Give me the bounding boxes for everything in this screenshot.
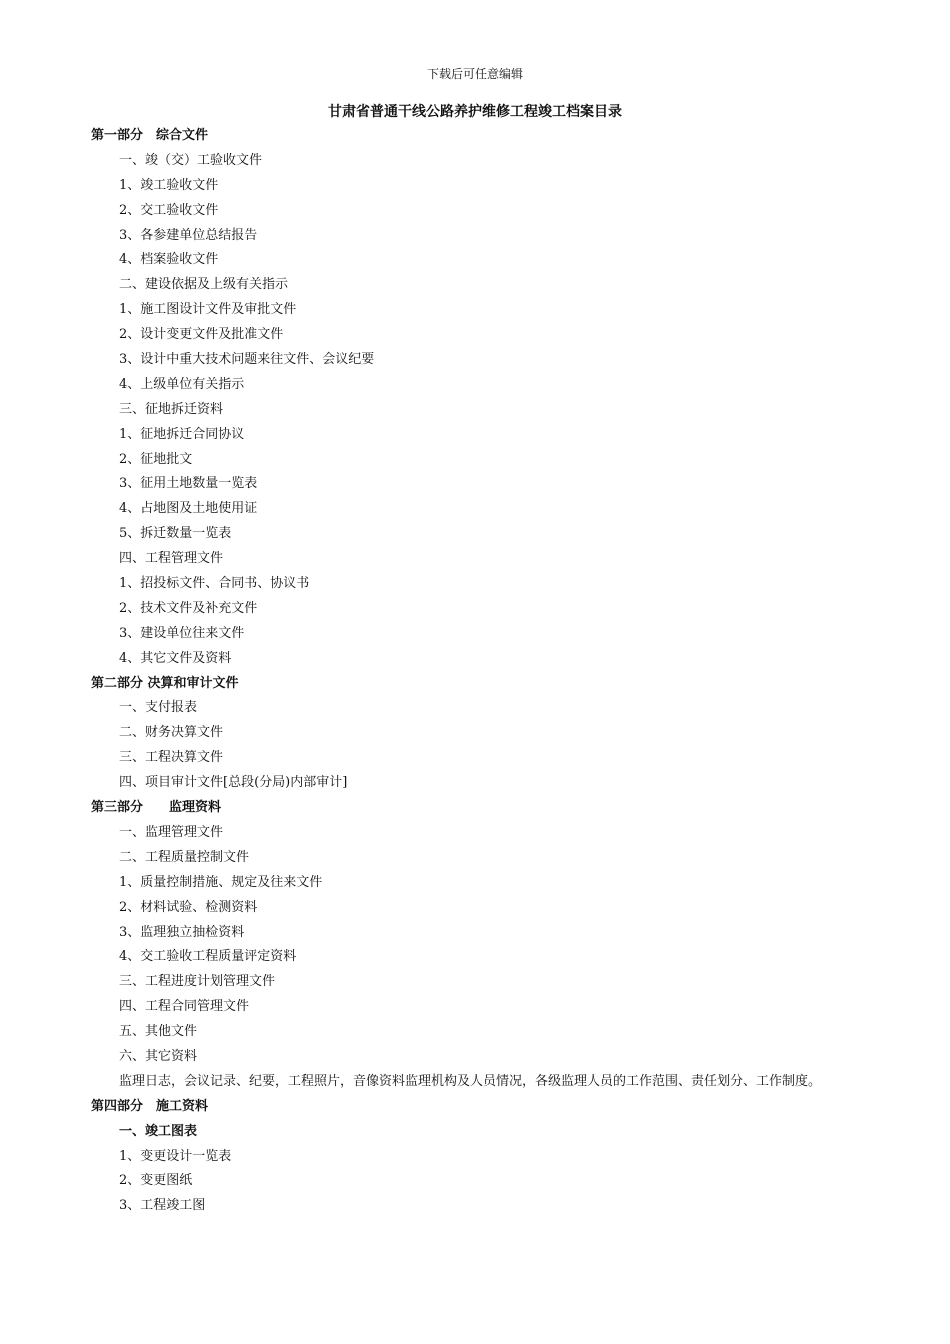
list-item: 2、变更图纸 xyxy=(119,1173,193,1189)
list-item: 四、工程管理文件 xyxy=(119,551,224,567)
list-item: 1、施工图设计文件及审批文件 xyxy=(119,302,297,318)
list-item: 4、档案验收文件 xyxy=(119,252,219,268)
list-item: 四、项目审计文件[总段(分局)内部审计] xyxy=(119,775,348,791)
list-item: 2、征地批文 xyxy=(119,451,193,467)
list-item: 四、工程合同管理文件 xyxy=(119,999,250,1015)
list-item: 三、工程进度计划管理文件 xyxy=(119,974,276,990)
list-item: 2、技术文件及补充文件 xyxy=(119,600,258,616)
list-item: 二、工程质量控制文件 xyxy=(119,849,250,865)
list-item: 一、监理管理文件 xyxy=(119,824,224,840)
list-item: 三、工程决算文件 xyxy=(119,750,224,766)
list-item: 2、设计变更文件及批准文件 xyxy=(119,327,284,343)
list-item: 3、各参建单位总结报告 xyxy=(119,227,258,243)
list-item: 5、拆迁数量一览表 xyxy=(119,526,232,542)
list-item: 3、征用土地数量一览表 xyxy=(119,476,258,492)
list-item: 3、建设单位往来文件 xyxy=(119,625,245,641)
section-heading: 第一部分 综合文件 xyxy=(91,128,209,143)
list-item: 五、其他文件 xyxy=(119,1024,198,1040)
list-item: 1、征地拆迁合同协议 xyxy=(119,426,245,442)
list-item: 二、建设依据及上级有关指示 xyxy=(119,277,289,293)
section-heading: 第四部分 施工资料 xyxy=(91,1098,209,1114)
list-item: 1、竣工验收文件 xyxy=(119,177,219,193)
list-item: 4、占地图及土地使用证 xyxy=(119,501,258,517)
list-item: 1、变更设计一览表 xyxy=(119,1148,232,1164)
list-item: 3、工程竣工图 xyxy=(119,1198,206,1214)
list-item: 1、招投标文件、合同书、协议书 xyxy=(119,576,310,592)
document-title: 甘肃省普通干线公路养护维修工程竣工档案目录 xyxy=(328,104,622,120)
list-item: 4、其它文件及资料 xyxy=(119,650,232,666)
list-item: 一、支付报表 xyxy=(119,700,198,716)
section-heading: 第三部分 监理资料 xyxy=(91,800,222,816)
list-item: 4、上级单位有关指示 xyxy=(119,376,245,392)
list-item: 1、质量控制措施、规定及往来文件 xyxy=(119,874,323,890)
list-item: 2、交工验收文件 xyxy=(119,202,219,218)
list-item: 一、竣（交）工验收文件 xyxy=(119,152,263,168)
list-item: 3、监理独立抽检资料 xyxy=(119,924,245,940)
document-body xyxy=(91,124,861,1219)
section-heading: 一、竣工图表 xyxy=(119,1123,198,1139)
list-item: 三、征地拆迁资料 xyxy=(119,401,224,417)
list-item: 3、设计中重大技术问题来往文件、会议纪要 xyxy=(119,352,375,368)
list-item: 六、其它资料 xyxy=(119,1048,198,1064)
paragraph: 监理日志，会议记录、纪要，工程照片，音像资料监理机构及人员情况，各级监理人员的工作范围、责任划分、工作制度。 xyxy=(119,1073,822,1089)
list-item: 4、交工验收工程质量评定资料 xyxy=(119,949,297,965)
section-heading: 第二部分 决算和审计文件 xyxy=(91,675,239,691)
list-item: 二、财务决算文件 xyxy=(119,725,224,741)
list-item: 2、材料试验、检测资料 xyxy=(119,899,258,915)
page-header: 下载后可任意编辑 xyxy=(426,67,523,81)
